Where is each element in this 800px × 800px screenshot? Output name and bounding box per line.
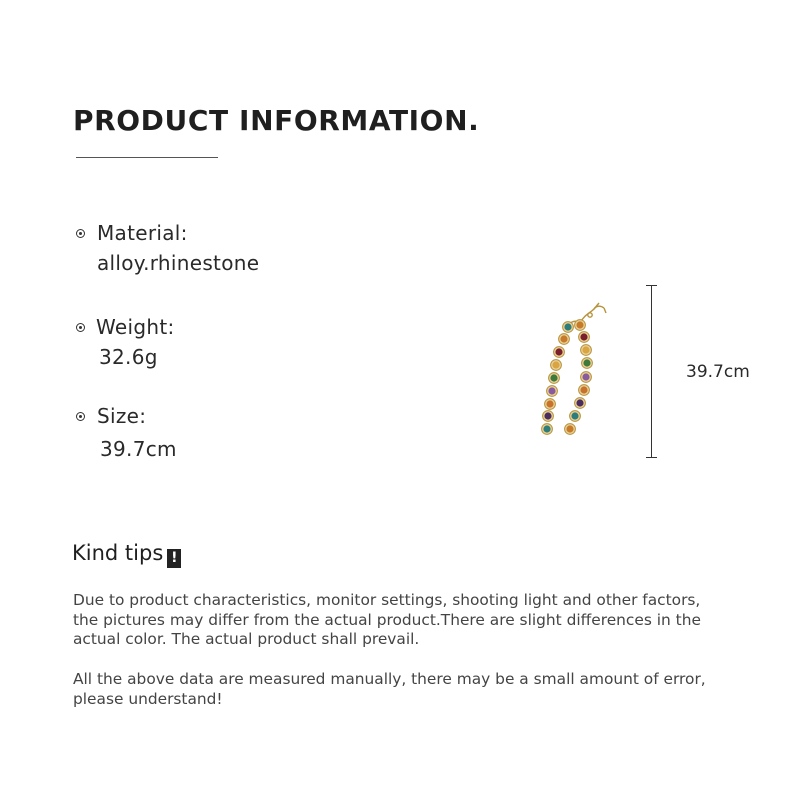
bracelet-gem: [576, 321, 583, 328]
measurement-cap-bottom: [646, 457, 657, 458]
kind-tips-paragraph-2: All the above data are measured manually, there may be a small amount of error, please understand!: [73, 670, 706, 708]
bracelet-image: [520, 295, 620, 445]
bracelet-gem: [550, 374, 557, 381]
bracelet-chain: [542, 320, 593, 435]
page-title: PRODUCT INFORMATION.: [73, 104, 480, 137]
bracelet-gem: [580, 333, 587, 340]
spec-size-label: Size:: [97, 404, 147, 428]
bullet-icon: [76, 323, 85, 332]
bracelet-gem: [548, 387, 555, 394]
bracelet-gem: [582, 373, 589, 380]
bracelet-gem: [583, 359, 590, 366]
spec-weight-label: Weight:: [96, 315, 175, 339]
bracelet-gem: [571, 412, 578, 419]
measurement-cap-top: [646, 285, 657, 286]
kind-tips-heading-text: Kind tips: [72, 541, 164, 565]
bracelet-gem: [576, 399, 583, 406]
bracelet-gem: [566, 425, 573, 432]
measurement-line: [651, 285, 652, 457]
bullet-icon: [76, 229, 85, 238]
bracelet-gem: [580, 386, 587, 393]
spec-size-value: 39.7cm: [100, 437, 177, 461]
kind-tips-paragraph-1: Due to product characteristics, monitor settings, shooting light and other factors, the pictures may differ from the actual product.There are slight differences in the actual color. The actual product shall prevail.: [73, 591, 701, 649]
bracelet-gem: [544, 412, 551, 419]
bracelet-clasp: [568, 303, 606, 325]
bracelet-gem: [552, 361, 559, 368]
bracelet-gem: [543, 425, 550, 432]
bracelet-gem: [560, 335, 567, 342]
spec-weight-value: 32.6g: [99, 345, 158, 369]
bracelet-gem: [582, 346, 589, 353]
bullet-icon: [76, 412, 85, 421]
bracelet-gem: [546, 400, 553, 407]
spec-material-label: Material:: [97, 221, 188, 245]
bracelet-gem: [564, 323, 571, 330]
bracelet-gem: [555, 348, 562, 355]
spec-material-value: alloy.rhinestone: [97, 251, 260, 275]
kind-tips-heading: [72, 541, 181, 568]
measurement-label: 39.7cm: [686, 362, 750, 382]
exclamation-icon: !: [167, 549, 181, 568]
title-underline: [76, 157, 218, 158]
